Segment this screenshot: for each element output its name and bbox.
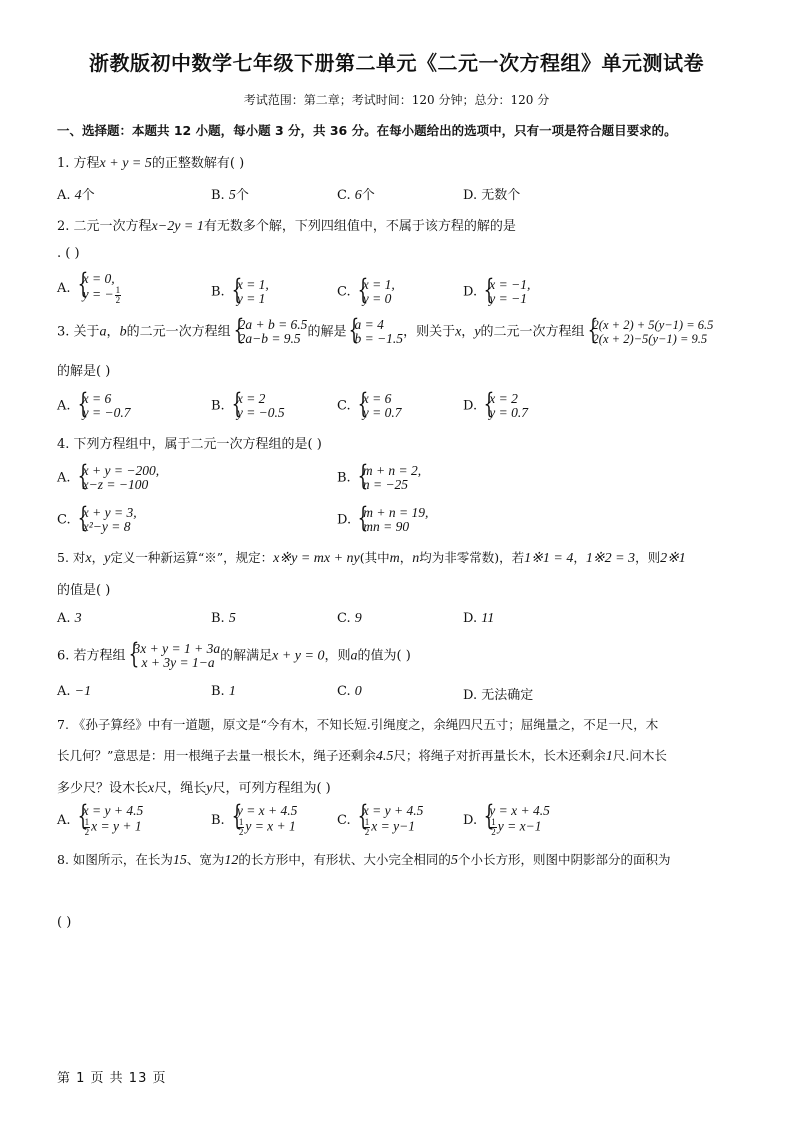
question-3-line2: 的解是( ): [57, 364, 111, 379]
question-6: 6. 若方程组 { 3x + y = 1 + 3a x + 3y = 1−a 的解满足x + y = 0，则a的值为( ): [57, 642, 411, 670]
q5-option-d[interactable]: D. 11: [463, 611, 495, 626]
q6-option-d[interactable]: D. 无法确定: [463, 688, 534, 703]
q4-option-d[interactable]: D. { m + n = 19, mn = 90: [337, 506, 428, 534]
q5-option-a[interactable]: A. 3: [57, 611, 82, 626]
q2-option-c[interactable]: C. { x = 1, y = 0: [337, 278, 395, 306]
page-footer: 第 1 页 共 13 页: [57, 1071, 167, 1086]
q7-option-a[interactable]: A. { x = y + 4.5 $\frac{1}{2}$ x = y + 1: [57, 804, 143, 837]
question-4: 4. 下列方程组中，属于二元一次方程组的是( ): [57, 437, 322, 452]
q3-option-d[interactable]: D. { x = 2 y = 0.7: [463, 392, 528, 420]
q1-option-a[interactable]: A. 4个: [57, 188, 95, 203]
question-2: 2. 二元一次方程x−2y = 1有无数多个解，下列四组值中，不属于该方程的解的是: [57, 219, 516, 234]
question-7: 7. 《孙子算经》中有一道题，原文是“今有木，不知长短.引绳度之，余绳四尺五寸；屈绳量之，不足一尺，木: [57, 717, 659, 732]
question-7-line3: 多少尺？设木长x尺，绳长y尺，可列方程组为( ): [57, 781, 331, 796]
question-1: 1. 方程x + y = 5的正整数解有( ): [57, 156, 245, 171]
section-heading: 一、选择题：本题共 12 小题，每小题 3 分，共 36 分。在每小题给出的选项中，只有一项是符合题目要求的。: [57, 123, 677, 138]
question-8-blank: ( ): [57, 915, 72, 930]
page-title: 浙教版初中数学七年级下册第二单元《二元一次方程组》单元测试卷: [89, 51, 704, 75]
q5-option-c[interactable]: C. 9: [337, 611, 362, 626]
q2-option-a[interactable]: A. { x = 0, y = − $\frac{1}{2}$: [57, 272, 122, 305]
q1-option-c[interactable]: C. 6个: [337, 188, 375, 203]
q6-option-c[interactable]: C. 0: [337, 684, 362, 699]
q4-option-c[interactable]: C. { x + y = 3, x²−y = 8: [57, 506, 137, 534]
q1-option-b[interactable]: B. 5个: [211, 188, 249, 203]
q7-option-b[interactable]: B. { y = x + 4.5 $\frac{1}{2}$ y = x + 1: [211, 804, 297, 837]
q4-option-b[interactable]: B. { m + n = 2, n = −25: [337, 464, 421, 492]
q6-option-a[interactable]: A. −1: [57, 684, 92, 699]
question-5: 5. 对x，y定义一种新运算“※”，规定：x※y = mx + ny(其中m，n均为非零常数)，若1※1 = 4，1※2 = 3，则2※1: [57, 550, 686, 566]
q3-option-c[interactable]: C. { x = 6 y = 0.7: [337, 392, 402, 420]
q3-option-a[interactable]: A. { x = 6 y = −0.7: [57, 392, 131, 420]
question-2-blank: . ( ): [57, 246, 80, 261]
q7-option-d[interactable]: D. { y = x + 4.5 $\frac{1}{2}$ y = x−1: [463, 804, 550, 837]
exam-info: 考试范围：第二章；考试时间：120 分钟；总分：120 分: [243, 93, 550, 107]
q5-option-b[interactable]: B. 5: [211, 611, 236, 626]
question-8: 8. 如图所示，在长为15、宽为12的长方形中，有形状、大小完全相同的5个小长方形，则图中阴影部分的面积为: [57, 852, 671, 868]
q4-option-a[interactable]: A. { x + y = −200, x−z = −100: [57, 464, 159, 492]
q7-option-c[interactable]: C. { x = y + 4.5 $\frac{1}{2}$ x = y−1: [337, 804, 423, 837]
question-5-line2: 的值是( ): [57, 583, 111, 598]
q2-option-d[interactable]: D. { x = −1, y = −1: [463, 278, 530, 306]
q1-option-d[interactable]: D. 无数个: [463, 188, 521, 203]
q2-option-b[interactable]: B. { x = 1, y = 1: [211, 278, 269, 306]
question-7-line2: 长几何？”意思是：用一根绳子去量一根长木，绳子还剩余4.5尺；将绳子对折再量长木，长木还剩余1尺.问木长: [57, 748, 667, 764]
question-3: 3. 关于a，b的二元一次方程组 { 2a + b = 6.5 2a−b = 9.5 的解是 { a = 4 b = −1.5 ，则关于x，y的二元一次方程组 { 2(x + 2) + 5(y−1) = 6.5 2(x + 2)−5(y−1) = 9.5: [57, 318, 713, 346]
q6-option-b[interactable]: B. 1: [211, 684, 236, 699]
q3-option-b[interactable]: B. { x = 2 y = −0.5: [211, 392, 285, 420]
